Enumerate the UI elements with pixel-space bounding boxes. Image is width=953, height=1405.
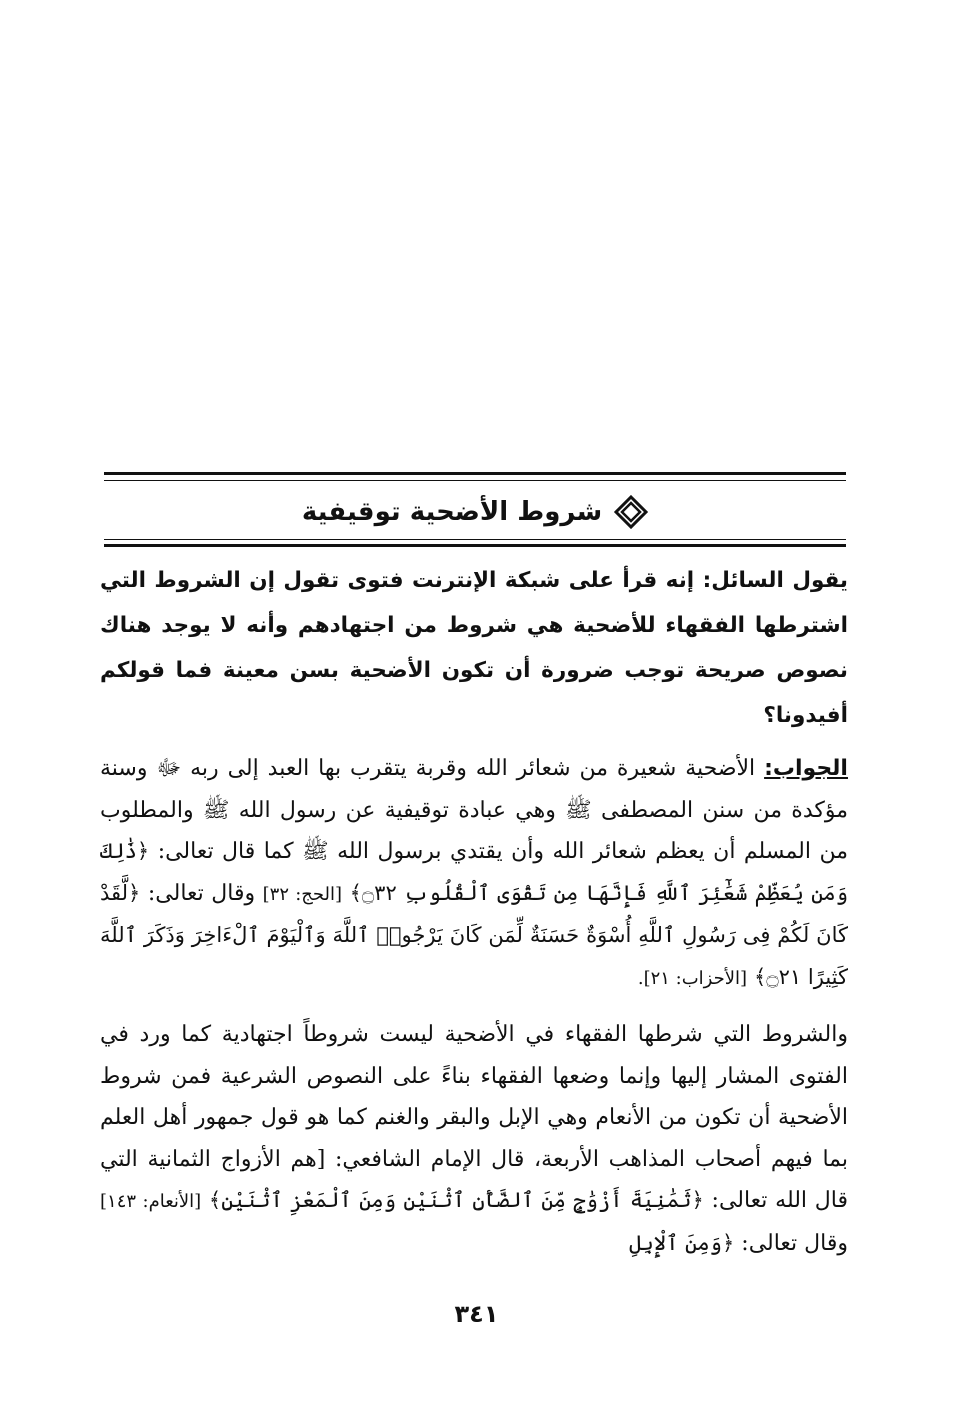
verse-reference: [الأحزاب: ٢١]. <box>637 967 748 989</box>
question-text: إنه قرأ على شبكة الإنترنت فتوى تقول إن الشروط التي اشترطها الفقهاء للأضحية هي شروط من اجتهادهم وأنه لا يوجد هناك نصوص صريحة توجب ضرورة أن تكون الأضحية بسن معينة فما قولكم أفيدونا؟ <box>100 568 848 728</box>
heading-top-rule <box>104 472 846 475</box>
paragraph-text: وقال تعالى: <box>741 1230 848 1256</box>
section-title: شروط الأضحية توقيفية <box>301 497 603 527</box>
answer-paragraph <box>100 748 848 999</box>
page-number: ٣٤١ <box>454 1300 499 1328</box>
diamond-ornament-icon <box>614 495 648 529</box>
paragraph-text: والشروط التي شرطها الفقهاء في الأضحية ليست شروطاً اجتهادية كما ورد في الفتوى المشار إليها وإنما وضعها الفقهاء بناءً على النصوص الشرعية فمن شروط الأضحية أن تكون من الأنعام وهي الإبل والبقر والغنم كما هو قول جمهور أهل العلم بما فيهم أصحاب المذاهب الأربعة، قال الإمام الشافعي: [هم الأزواج الثمانية التي قال الله تعالى: <box>100 1022 848 1213</box>
quran-verse: ﴿وَمِنَ ٱلْإِبِلِ <box>629 1230 735 1255</box>
question-paragraph <box>100 558 848 738</box>
answer-text: وقال تعالى: <box>147 880 256 906</box>
heading-top-thin-rule <box>104 480 846 481</box>
heading-bottom-thin-rule <box>104 539 846 540</box>
question-label: يقول السائل: <box>702 568 848 593</box>
answer-text: الأضحية شعيرة من شعائر الله وقربة يتقرب بها العبد إلى ربه ﷻ وسنة مؤكدة من سنن المصطفى ﷺ وهي عبادة توقيفية عن رسول الله ﷺ والمطلوب من المسلم أن يعظم شعائر الله وأن يقتدي برسول الله ﷺ كما قال تعالى: <box>100 756 848 864</box>
verse-reference: [الحج: ٣٢] <box>262 883 343 905</box>
heading-bottom-rule <box>104 544 846 547</box>
quran-verse: ﴿ثَمَٰنِيَةَ أَزْوَٰجٍ مِّنَ ٱلضَّأْنِ ٱثْنَيْنِ وَمِنَ ٱلْمَعْزِ ٱثْنَيْنِ﴾ <box>208 1188 704 1212</box>
answer-label: الجواب: <box>764 756 848 781</box>
page-body <box>100 558 848 1264</box>
quran-verse: ﴿لَّقَدْ كَانَ لَكُمْ فِى رَسُولِ ٱللَّهِ أُسْوَةٌ حَسَنَةٌ لِّمَن كَانَ يَرْجُوا۟ ٱللَّهَ وَٱلْيَوْمَ ٱلْءَاخِرَ وَذَكَرَ ٱللَّهَ كَثِيرًا ۝٢١﴾ <box>100 880 848 989</box>
verse-reference: [الأنعام: ١٤٣] <box>100 1191 202 1212</box>
section-heading <box>104 488 846 536</box>
body-paragraph <box>100 1014 848 1264</box>
quran-verse: ﴿ذَٰلِكَ وَمَن يُعَظِّمْ شَعَٰٓئِرَ ٱللَّهِ فَإِنَّهَا مِن تَقْوَى ٱلْقُلُوبِ ۝٣٢﴾ <box>100 839 848 905</box>
